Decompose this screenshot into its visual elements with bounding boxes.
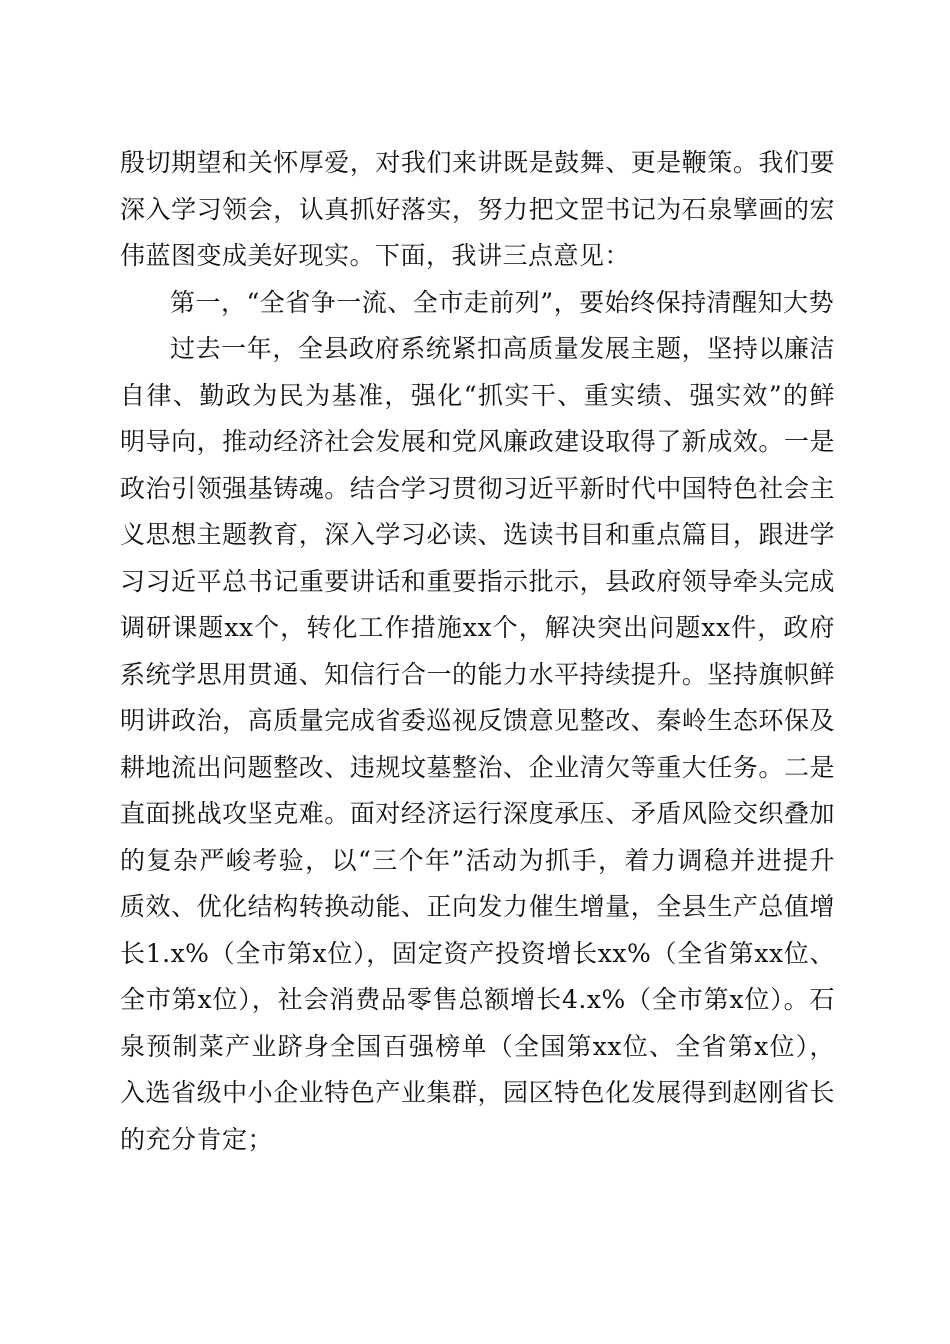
- intro-paragraph: 殷切期望和关怀厚爱，对我们来讲既是鼓舞、更是鞭策。我们要深入学习领会，认真抓好落实，努力把文罡书记为石泉擘画的宏伟蓝图变成美好现实。下面，我讲三点意见：: [120, 148, 835, 270]
- section-heading: 第一，“全省争一流、全市走前列”，要始终保持清醒知大势: [170, 287, 835, 317]
- document-body: [120, 140, 835, 1163]
- body-paragraph: 过去一年，全县政府系统紧扣高质量发展主题，坚持以廉洁自律、勤政为民为基准，强化“抓实干、重实绩、强实效”的鲜明导向，推动经济社会发展和党风廉政建设取得了新成效。一是政治引领强基铸魂。结合学习贯彻习近平新时代中国特色社会主义思想主题教育，深入学习必读、选读书目和重点篇目，跟进学习习近平总书记重要讲话和重要指示批示，县政府领导牵头完成调研课题xx个，转化工作措施xx个，解决突出问题xx件，政府系统学思用贯通、知信行合一的能力水平持续提升。坚持旗帜鲜明讲政治，高质量完成省委巡视反馈意见整改、秦岭生态环保及耕地流出问题整改、违规坟墓整治、企业清欠等重大任务。二是直面挑战攻坚克难。面对经济运行深度承压、矛盾风险交织叠加的复杂严峻考验，以“三个年”活动为抓手，着力调稳并进提升质效、优化结构转换动能、正向发力催生增量，全县生产总值增长1.x%（全市第x位），固定资产投资增长xx%（全省第xx位、全市第x位），社会消费品零售总额增长4.x%（全市第x位）。石泉预制菜产业跻身全国百强榜单（全国第xx位、全省第x位），入选省级中小企业特色产业集群，园区特色化发展得到赵刚省长的充分肯定；: [120, 334, 835, 1154]
